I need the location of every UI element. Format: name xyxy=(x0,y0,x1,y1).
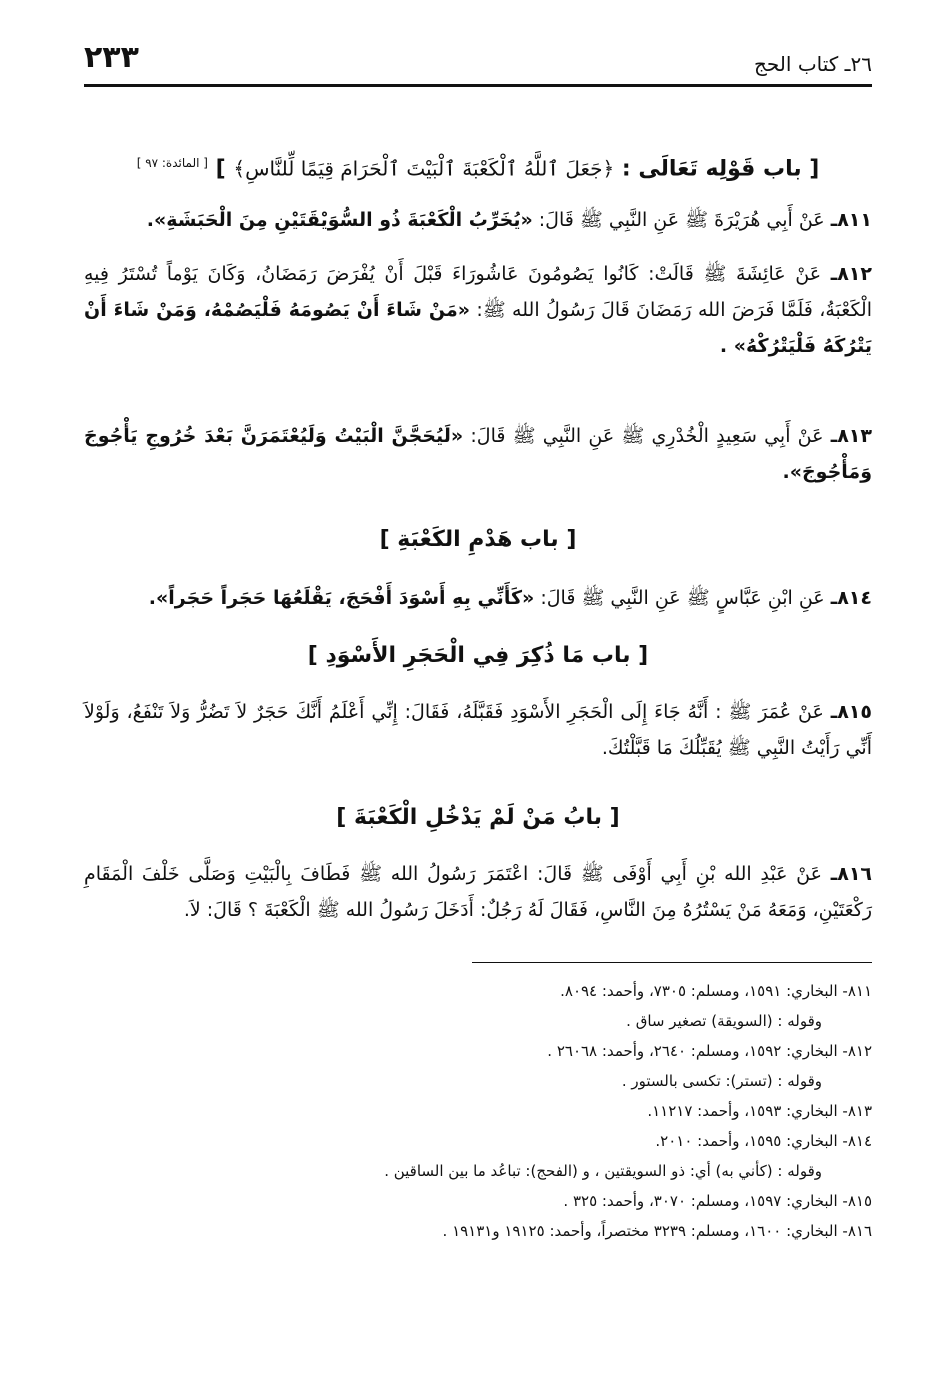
chapter-suffix: ] xyxy=(215,156,226,182)
hadith-narration: عَنِ ابْنِ عَبَّاسٍ ﷺ عَنِ النَّبِي ﷺ قَالَ: xyxy=(540,587,825,609)
hadith-number: ٨١١ـ xyxy=(830,209,872,231)
hadith-number: ٨١٦ـ xyxy=(830,863,873,885)
chapter-title-demolition: [ باب هَدْمِ الكَعْبَةِ ] xyxy=(379,527,577,552)
footnote-line: ٨١٢- البخاري: ١٥٩٢، ومسلم: ٢٦٤٠، وأحمد: ٢٦٠٦٨ . xyxy=(547,1042,872,1060)
hadith-813 xyxy=(84,418,872,490)
hadith-number: ٨١٤ـ xyxy=(830,587,872,609)
hadith-number: ٨١٢ـ xyxy=(830,263,872,285)
hadith-narration: عَنْ عَائِشَةَ ﷺ قَالَتْ: كَانُوا يَصُومُونَ عَاشُورَاءَ قَبْلَ أَنْ يُفْرَضَ رَمَضَانُ، وَكَانَ يَوْماً تُسْتَرُ فِيهِ الْكَعْبَةُ، فَلَمَّا فَرَضَ الله رَمَضَانَ قَالَ رَسُولُ الله ﷺ: xyxy=(84,263,873,321)
page-header xyxy=(84,40,872,87)
footnote-line: وقوله : (السويقة) تصغير ساق . xyxy=(626,1012,822,1030)
hadith-815 xyxy=(84,694,872,766)
chapter-title-not-entering: [ بابُ مَنْ لَمْ يَدْخُلِ الْكَعْبَةَ ] xyxy=(336,805,620,830)
hadith-number: ٨١٣ـ xyxy=(830,425,872,447)
footnote-line: وقوله : (كأني به) أي: ذو السويقتين ، و (الفحج): تباعُد ما بين الساقين . xyxy=(384,1162,822,1180)
running-title: ٢٦ـ كتاب الحج xyxy=(753,52,872,76)
quran-verse: ﴿جَعَلَ ٱللَّهُ ٱلْكَعْبَةَ ٱلْبَيْتَ ٱلْحَرَامَ قِيَمًا لِّلنَّاسِ﴾ xyxy=(233,156,615,181)
hadith-812 xyxy=(84,256,872,364)
footnote-line: ٨١٣- البخاري: ١٥٩٣، وأحمد: ١١٢١٧. xyxy=(647,1102,872,1120)
chapter-prefix: [ باب قَوْلِه تَعَالَى : xyxy=(621,156,820,182)
hadith-816 xyxy=(84,856,872,928)
footnote-line: ٨١٥- البخاري: ١٥٩٧، ومسلم: ٣٠٧٠، وأحمد: ٣٢٥ . xyxy=(563,1192,872,1210)
hadith-narration: عَنْ أَبِي هُرَيْرَةَ ﷺ عَنِ النَّبِي ﷺ قَالَ: xyxy=(538,209,825,231)
page-number: ٢٣٣ xyxy=(84,40,139,75)
hadith-narration: عَنْ أَبِي سَعِيدٍ الْخُدْرِي ﷺ عَنِ النَّبِي ﷺ قَالَ: xyxy=(470,425,824,447)
footnote-line: ٨١٦- البخاري: ١٦٠٠، ومسلم: ٣٢٣٩ مختصراً، وأحمد: ١٩١٢٥ و١٩١٣١ . xyxy=(442,1222,872,1240)
hadith-814 xyxy=(84,580,872,616)
footnote-divider xyxy=(472,962,872,963)
footnote-line: وقوله : (تستر): تكسى بالستور . xyxy=(621,1072,822,1090)
verse-citation: [ المائدة: ٩٧ ] xyxy=(136,156,208,170)
footnotes xyxy=(84,976,872,1246)
chapter-title-verse xyxy=(84,145,872,187)
hadith-number: ٨١٥ـ xyxy=(830,701,872,723)
hadith-narration: عَنْ عُمَرَ ﷺ : أَنَّهُ جَاءَ إِلَى الْحَجَرِ الأَسْوَدِ فَقَبَّلَهُ، فَقَالَ: إِنِّي أَعْلَمُ أَنَّكَ حَجَرٌ لاَ تَضُرُّ وَلاَ تَنْفَعُ، وَلَوْلاَ أَنِّي رَأَيْتُ النَّبِي ﷺ يُقَبِّلُكَ مَا قَبَّلْتُكَ. xyxy=(84,701,872,759)
chapter-title-black-stone: [ باب مَا ذُكِرَ فِي الْحَجَرِ الأَسْوَدِ ] xyxy=(307,643,649,668)
hadith-text: «يُخَرِّبُ الْكَعْبَةَ ذُو السُّوَيْقَتَيْنِ مِنَ الْحَبَشَةِ». xyxy=(146,209,533,231)
footnote-line: ٨١٤- البخاري: ١٥٩٥، وأحمد: ٢٠١٠. xyxy=(655,1132,872,1150)
hadith-text: «مَنْ شَاءَ أَنْ يَصُومَهُ فَلْيَصُمْهُ، وَمَنْ شَاءَ أَنْ يَتْرُكَهُ فَلْيَتْرُكْهُ» . xyxy=(84,299,872,357)
hadith-text: «لَيُحَجَّنَّ الْبَيْتُ وَلَيُعْتَمَرَنَّ بَعْدَ خُرُوجِ يَأْجُوجَ وَمَأْجُوجَ». xyxy=(84,425,872,483)
hadith-811 xyxy=(84,202,872,238)
hadith-narration: عَنْ عَبْدِ الله بْنِ أَبِي أَوْفَى ﷺ قَالَ: اعْتَمَرَ رَسُولُ الله ﷺ فَطَافَ بِالْبَيْتِ وَصَلَّى خَلْفَ الْمَقَامِ رَكْعَتَيْنِ، وَمَعَهُ مَنْ يَسْتُرُهُ مِنَ النَّاسِ، فَقَالَ لَهُ رَجُلٌ: أَدَخَلَ رَسُولُ الله ﷺ الْكَعْبَةَ ؟ قَالَ: لاَ. xyxy=(84,863,872,921)
footnote-line: ٨١١- البخاري: ١٥٩١، ومسلم: ٧٣٠٥، وأحمد: ٨٠٩٤. xyxy=(560,982,872,1000)
hadith-text: «كَأَنِّي بِهِ أَسْوَدَ أَفْحَجَ، يَقْلَعُهَا حَجَراً حَجَراً». xyxy=(148,587,535,609)
